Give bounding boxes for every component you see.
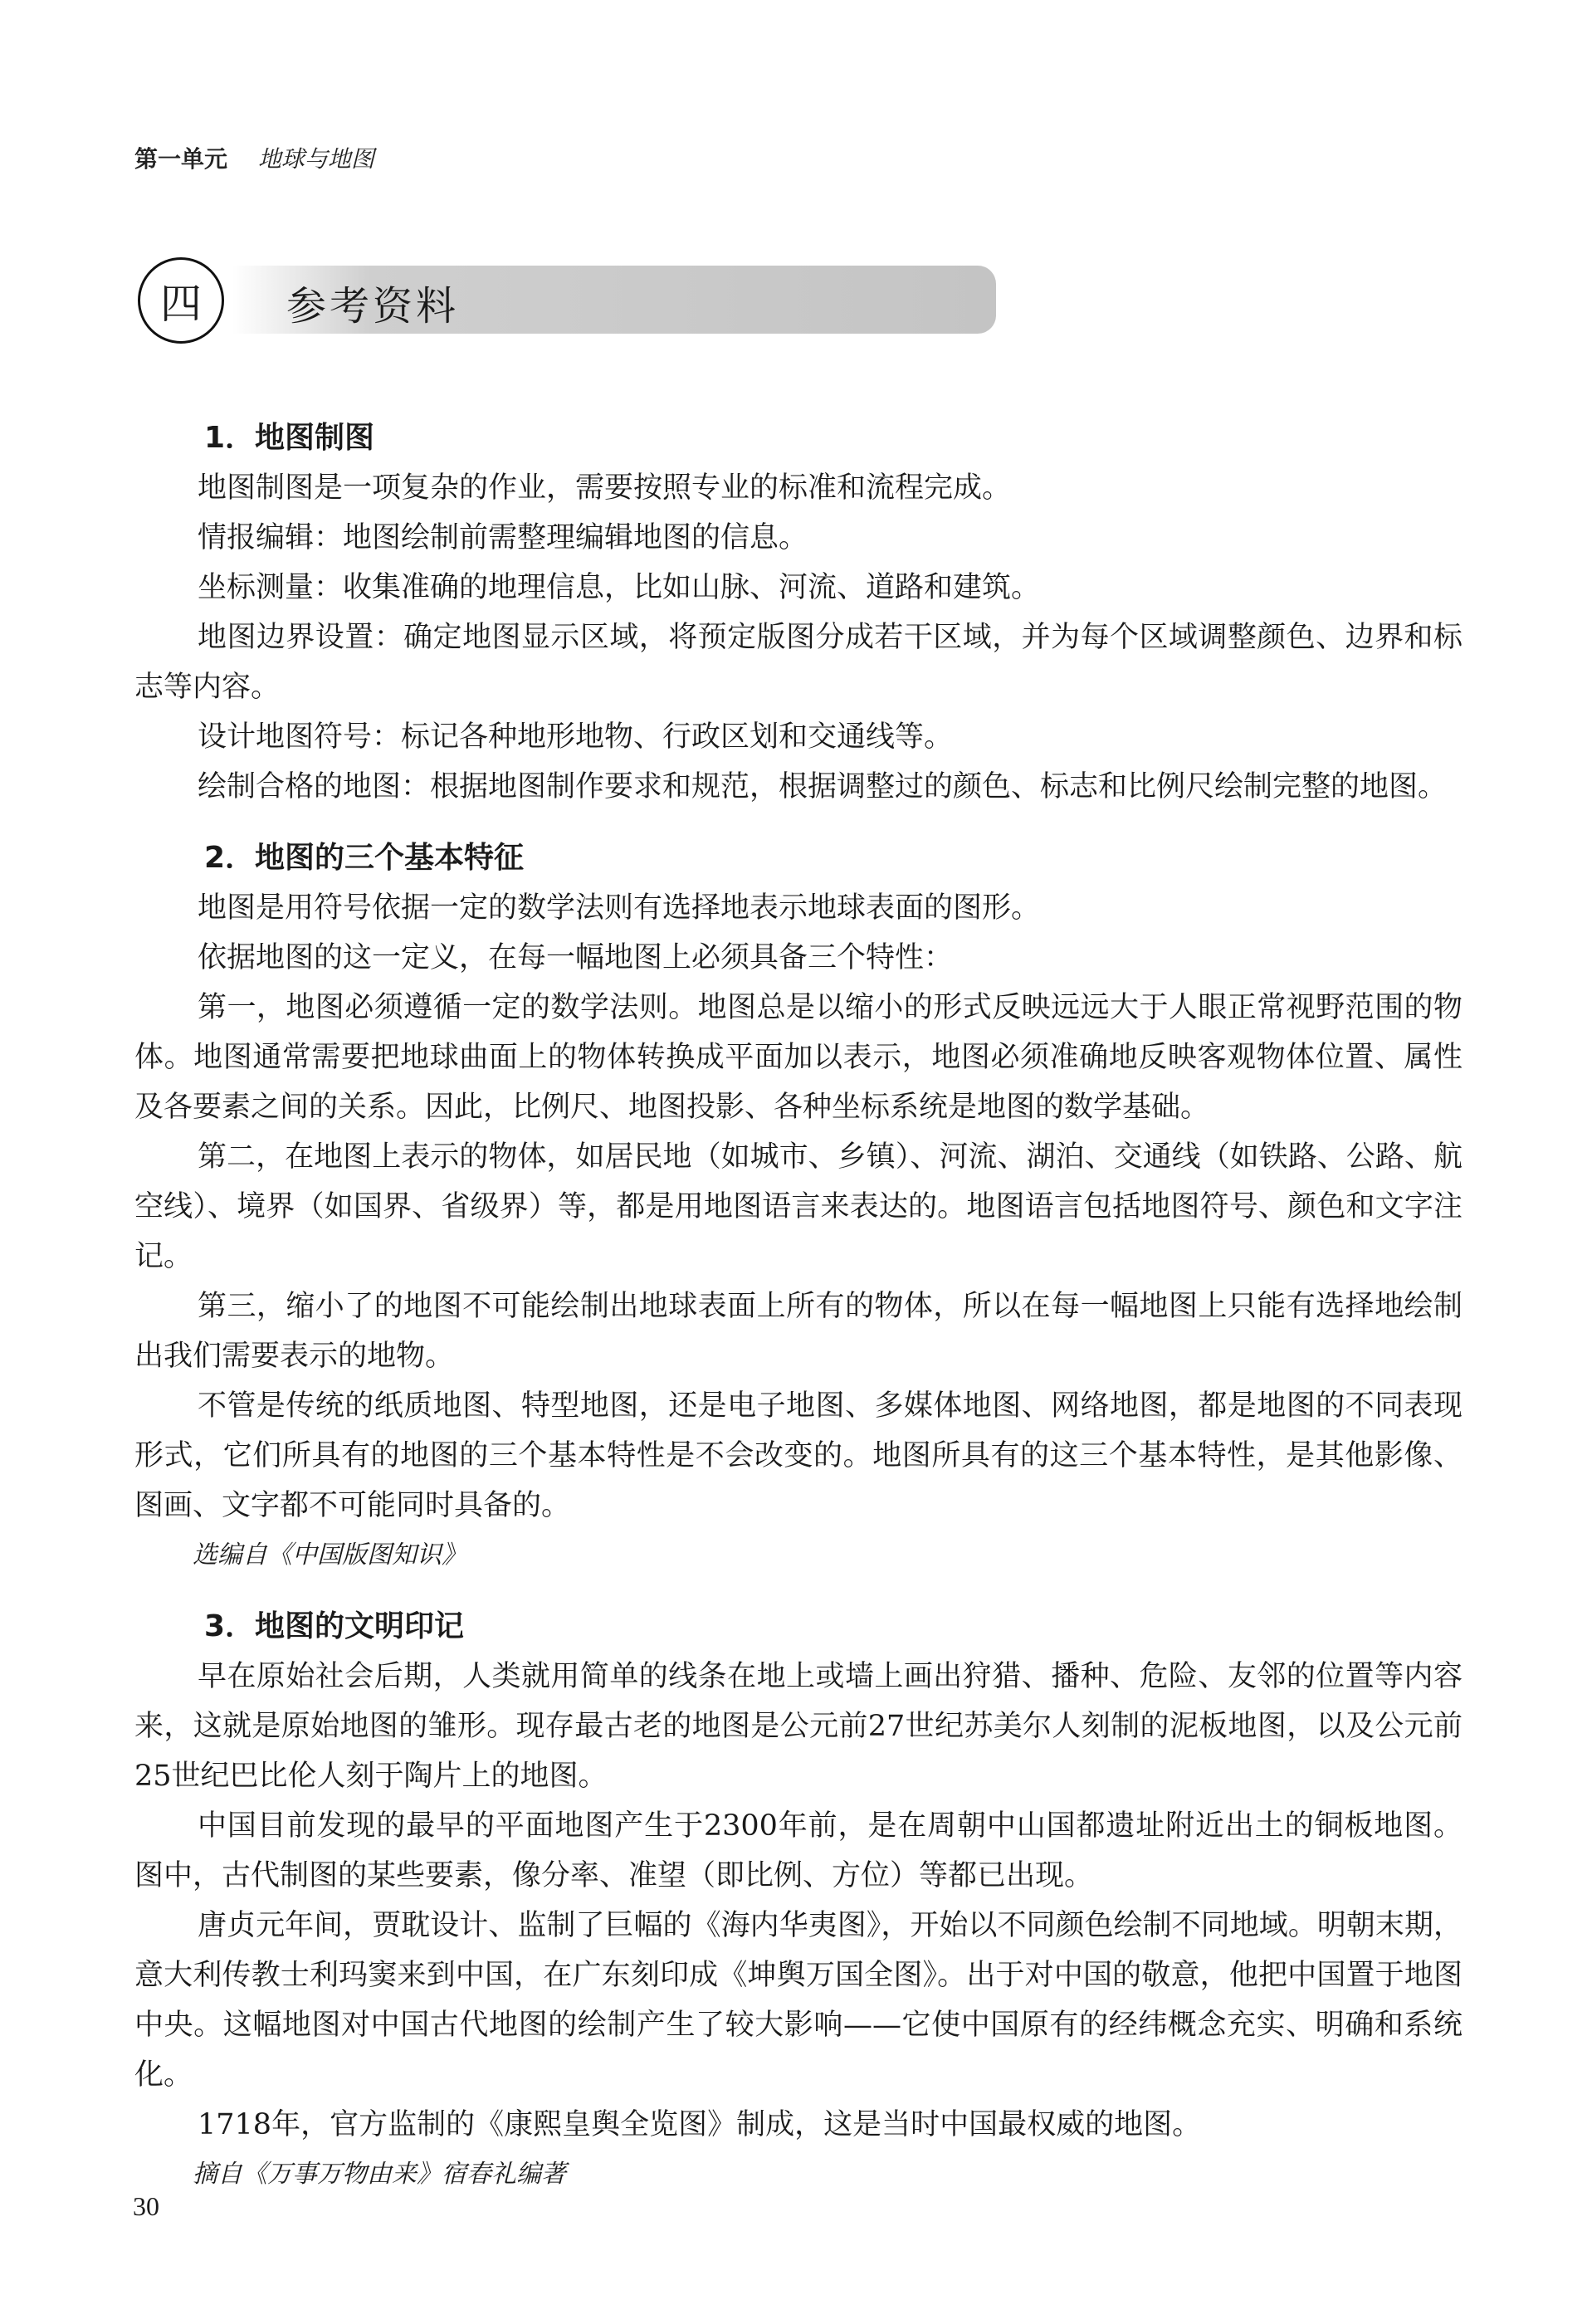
- heading-map-civilization: 3．地图的文明印记: [204, 1609, 465, 1643]
- paragraph: 依据地图的这一定义，在每一幅地图上必须具备三个特性：: [198, 941, 954, 974]
- paragraph: 1718年，官方监制的《康熙皇舆全览图》制成，这是当时中国最权威的地图。: [198, 2108, 1202, 2141]
- unit-topic: 地球与地图: [257, 145, 374, 173]
- page-number: 30: [133, 2191, 159, 2221]
- unit-label: 第一单元: [134, 145, 228, 173]
- paragraph: 不管是传统的纸质地图、特型地图，还是电子地图、多媒体地图、网络地图，都是地图的不同表现形式，它们所具有的地图的三个基本特性是不会改变的。地图所具有的这三个基本特性，是其他影像、图画、文字都不可能同时具备的。: [134, 1389, 1462, 1522]
- section-banner: [133, 256, 1004, 347]
- running-header: [134, 141, 374, 174]
- paragraph: 中国目前发现的最早的平面地图产生于2300年前，是在周朝中山国都遗址附近出土的铜板地图。图中，古代制图的某些要素，像分率、准望（即比例、方位）等都已出现。: [134, 1809, 1462, 1892]
- paragraph: 唐贞元年间，贾耽设计、监制了巨幅的《海内华夷图》，开始以不同颜色绘制不同地域。明朝末期，意大利传教士利玛窦来到中国，在广东刻印成《坤舆万国全图》。出于对中国的敬意，他把中国置于地图中央。这幅地图对中国古代地图的绘制产生了较大影响——它使中国原有的经纬概念充实、明确和系统化。: [134, 1909, 1462, 2092]
- paragraph: 早在原始社会后期，人类就用简单的线条在地上或墙上画出狩猎、播种、危险、友邻的位置等内容来，这就是原始地图的雏形。现存最古老的地图是公元前27世纪苏美尔人刻制的泥板地图，以及公元前25世纪巴比伦人刻于陶片上的地图。: [134, 1660, 1462, 1793]
- paragraph: 地图制图是一项复杂的作业，需要按照专业的标准和流程完成。: [198, 471, 1012, 505]
- paragraph: 情报编辑：地图绘制前需整理编辑地图的信息。: [198, 521, 808, 554]
- section-number-circle: 四: [138, 257, 224, 344]
- section-title: 参考资料: [286, 283, 460, 330]
- paragraph: 绘制合格的地图：根据地图制作要求和规范，根据调整过的颜色、标志和比例尺绘制完整的地图。: [198, 770, 1448, 803]
- source-citation: 摘自《万事万物由来》宿春礼编著: [193, 2160, 566, 2189]
- paragraph: 第二，在地图上表示的物体，如居民地（如城市、乡镇）、河流、湖泊、交通线（如铁路、公路、航空线）、境界（如国界、省级界）等，都是用地图语言来表达的。地图语言包括地图符号、颜色和文字注记。: [134, 1140, 1462, 1273]
- main-content: [134, 413, 1462, 2200]
- paragraph: 坐标测量：收集准确的地理信息，比如山脉、河流、道路和建筑。: [198, 571, 1041, 604]
- paragraph: 地图是用符号依据一定的数学法则有选择地表示地球表面的图形。: [198, 891, 1041, 925]
- heading-map-making: 1．地图制图: [204, 421, 375, 455]
- source-citation: 选编自《中国版图知识》: [193, 1540, 466, 1570]
- paragraph: 第三，缩小了的地图不可能绘制出地球表面上所有的物体，所以在每一幅地图上只能有选择地绘制出我们需要表示的地物。: [134, 1290, 1462, 1373]
- paragraph: 设计地图符号：标记各种地形地物、行政区划和交通线等。: [198, 720, 954, 754]
- paragraph: 第一，地图必须遵循一定的数学法则。地图总是以缩小的形式反映远远大于人眼正常视野范围的物体。地图通常需要把地球曲面上的物体转换成平面加以表示，地图必须准确地反映客观物体位置、属性及各要素之间的关系。因此，比例尺、地图投影、各种坐标系统是地图的数学基础。: [134, 991, 1462, 1124]
- paragraph: 地图边界设置：确定地图显示区域，将预定版图分成若干区域，并为每个区域调整颜色、边界和标志等内容。: [134, 621, 1462, 704]
- heading-map-features: 2．地图的三个基本特征: [204, 841, 525, 875]
